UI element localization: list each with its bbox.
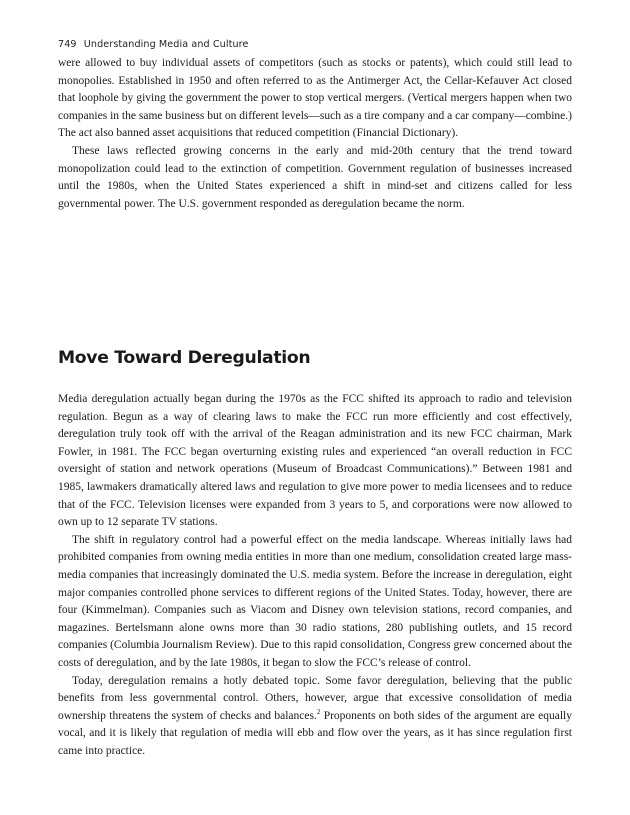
paragraph-debated-topic-end: Proponents on both sides of the argument are equally vocal, and it is likely that regulation of media will ebb and flow over the years, as it has since regulation first came into practice. <box>58 709 572 757</box>
section-heading: Move Toward Deregulation <box>58 348 311 368</box>
paragraph-deregulation-began: Media deregulation actually began during the 1970s as the FCC shifted its approach to radio and television regulation. Begun as a way of clearing laws to make the FCC run more efficiently and cost effectively, deregulation truly took off with the arrival of the Reagan administration and its new FCC chairman, Mark Fowler, in 1981. The FCC began overturning existing rules and experienced “an overall reduction in FCC oversight of station and network operations (Museum of Broadcast Communications).” Between 1981 and 1985, lawmakers dramatically altered laws and regulation to give more power to media licensees and to reduce that of the FCC. Television licenses were expanded from 3 years to 5, and corporations were now allowed to own up to 12 separate TV stations. <box>58 393 572 529</box>
continued-paragraph: were allowed to buy individual assets of competitors (such as stocks or patents), which could still lead to monopolies. Established in 1950 and often referred to as the Antimerger Act, the Cellar-Kefauver Act closed that loophole by giving the government the power to stop vertical mergers. (Vertical mergers happen when two companies in the same business but on different levels—such as a tire company and a car company—combine.) The act also banned asset acquisitions that reduced competition (Financial Dictionary). <box>58 57 572 140</box>
paragraph-debated-topic <box>58 673 572 761</box>
paragraph-regulatory-shift: The shift in regulatory control had a powerful effect on the media landscape. Whereas initially laws had prohibited companies from owning media entities in more than one medium, consolidation created large mass-media companies that increasingly dominated the U.S. media system. Before the increase in deregulation, eight major companies controlled phone services to different regions of the United States. Today, however, there are four (Kimmelman). Companies such as Viacom and Disney own television stations, record companies, and magazines. Bertelsmann alone owns more than 30 radio stations, 280 publishing outlets, and 15 record companies (Columbia Journalism Review). Due to this rapid consolidation, Congress grew concerned about the costs of deregulation, and by the late 1980s, it began to slow the FCC’s release of control. <box>58 533 572 669</box>
paragraph-debated-topic-start: Today, deregulation remains a hotly debated topic. Some favor deregulation, believing that the public benefits from less governmental control. Others, however, argue that excessive consolidation of media ownership threatens the system of checks and balances. <box>58 674 572 722</box>
page-number: 749 <box>58 39 77 50</box>
book-title: Understanding Media and Culture <box>83 39 249 50</box>
footnote-marker[interactable]: 2 <box>316 707 321 716</box>
running-head <box>58 39 249 50</box>
section-text-block <box>58 391 572 760</box>
paragraph-laws-concerns: These laws reflected growing concerns in the early and mid-20th century that the trend toward monopolization could lead to the extinction of competition. Government regulation of businesses increased until the 1980s, when the United States experienced a shift in mind-set and citizens called for less governmental power. The U.S. government responded as deregulation became the norm. <box>58 144 572 210</box>
top-text-block <box>58 55 572 213</box>
